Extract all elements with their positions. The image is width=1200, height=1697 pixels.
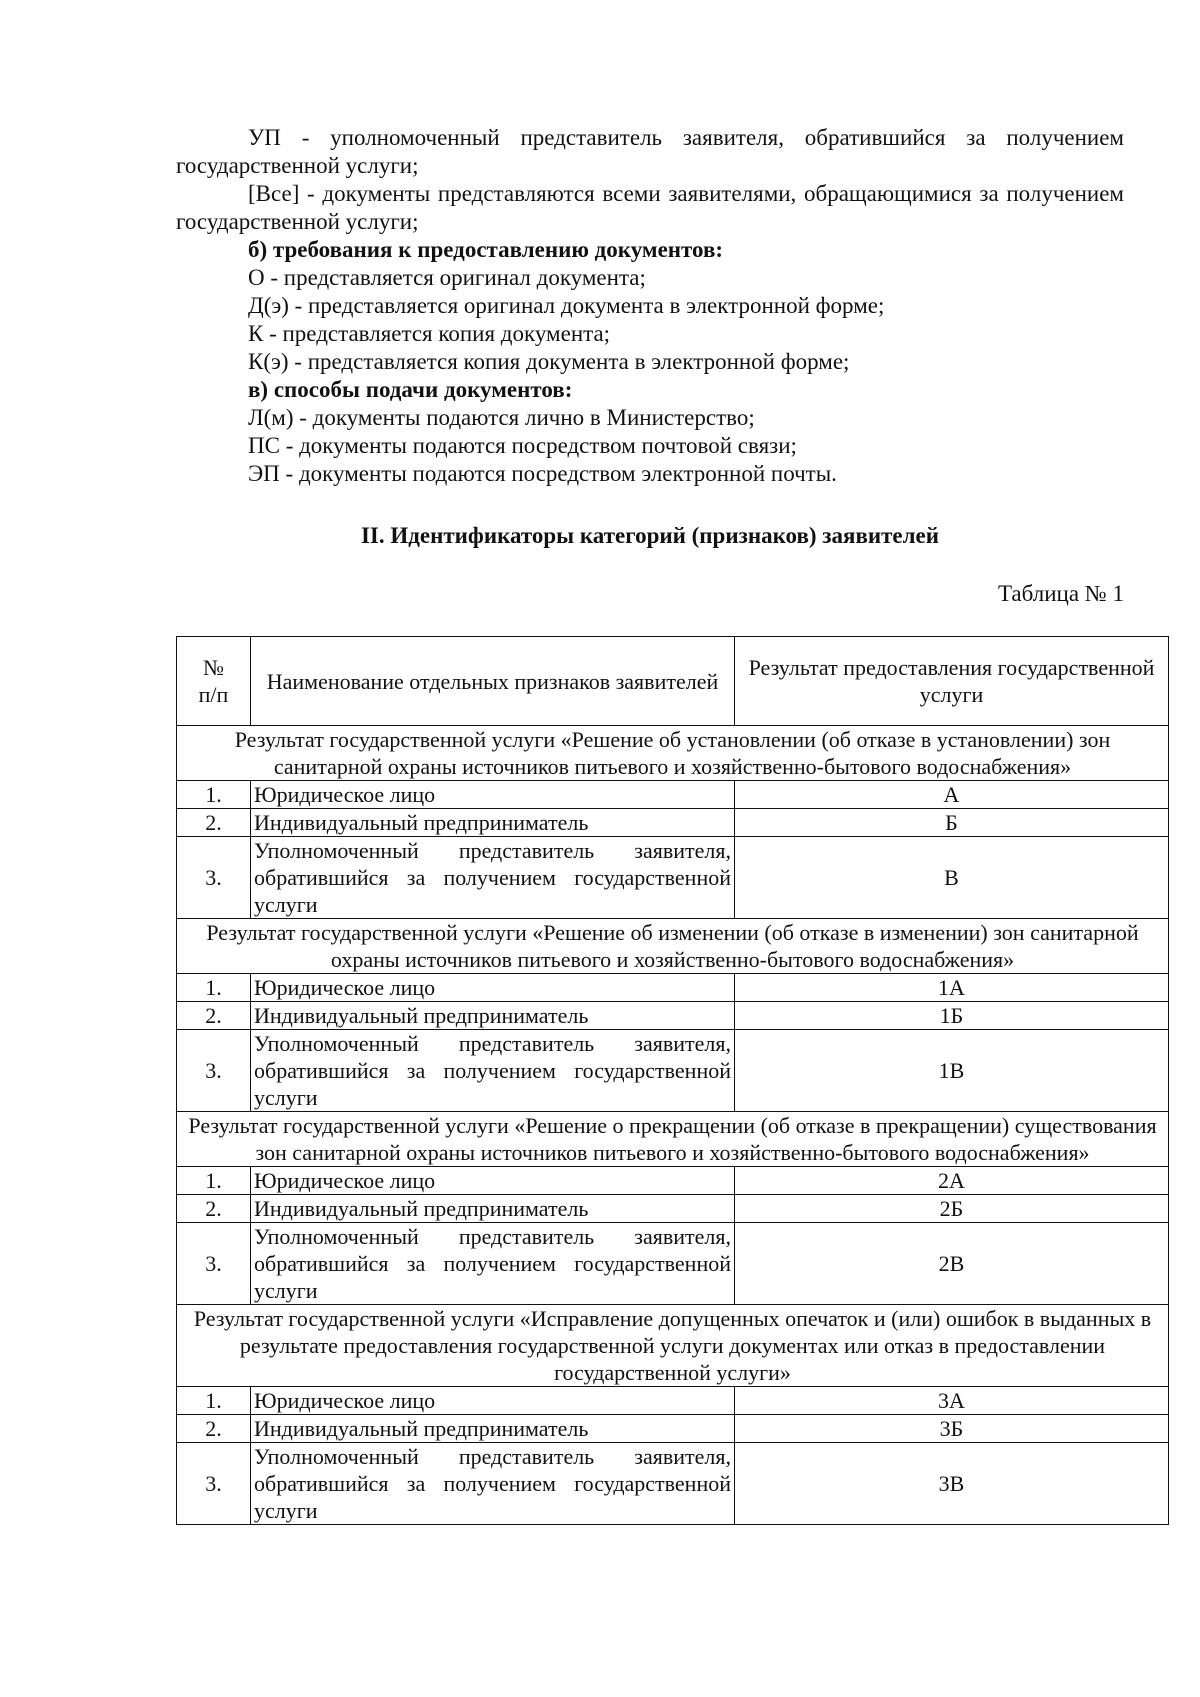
table-row [177, 1443, 1169, 1525]
table-row [177, 1167, 1169, 1195]
result-identifier: 1В [735, 1030, 1169, 1112]
applicant-attribute-name: Уполномоченный представитель заявителя, обратившийся за получением государственной услуги [251, 1443, 735, 1525]
requirement-copy: К - представляется копия документа; [248, 321, 611, 346]
applicant-categories-table [176, 636, 1169, 1525]
applicant-attribute-name: Индивидуальный предприниматель [251, 1002, 735, 1030]
requirements-heading: б) требования к предоставлению документов: [248, 237, 724, 262]
header-num-cell [177, 637, 251, 726]
row-number: 2. [177, 1415, 251, 1443]
row-number: 3. [177, 1223, 251, 1305]
group-title-row [177, 1305, 1169, 1387]
row-number: 2. [177, 1002, 251, 1030]
result-identifier: 3А [735, 1387, 1169, 1415]
table-row [177, 1002, 1169, 1030]
table-row [177, 1415, 1169, 1443]
group-title-row [177, 726, 1169, 781]
applicant-attribute-name: Юридическое лицо [251, 1167, 735, 1195]
applicant-attribute-name: Юридическое лицо [251, 974, 735, 1002]
result-identifier: 2В [735, 1223, 1169, 1305]
applicant-attribute-name: Уполномоченный представитель заявителя, обратившийся за получением государственной услуги [251, 1223, 735, 1305]
table-row [177, 809, 1169, 837]
result-identifier: 2А [735, 1167, 1169, 1195]
row-number: 3. [177, 1443, 251, 1525]
requirement-original-electronic: Д(э) - представляется оригинал документа в электронной форме; [248, 293, 885, 318]
group-title: Результат государственной услуги «Решение о прекращении (об отказе в прекращении) существования зон санитарной охраны источников питьевого и хозяйственно-бытового водоснабжения» [177, 1112, 1169, 1167]
intro-block [176, 124, 1124, 488]
submission-methods-heading: в) способы подачи документов: [248, 377, 573, 402]
submission-postal: ПС - документы подаются посредством почтовой связи; [248, 433, 797, 458]
header-name-cell [251, 637, 735, 726]
applicant-attribute-name: Индивидуальный предприниматель [251, 1415, 735, 1443]
header-num-label: № п/п [198, 655, 229, 707]
row-number: 2. [177, 1195, 251, 1223]
result-identifier: 3Б [735, 1415, 1169, 1443]
result-identifier: А [735, 781, 1169, 809]
submission-in-person: Л(м) - документы подаются лично в Министерство; [248, 405, 755, 430]
applicant-attribute-name: Уполномоченный представитель заявителя, обратившийся за получением государственной услуги [251, 1030, 735, 1112]
applicant-attribute-name: Юридическое лицо [251, 781, 735, 809]
applicant-attribute-name: Индивидуальный предприниматель [251, 1195, 735, 1223]
table-row [177, 1387, 1169, 1415]
result-identifier: 2Б [735, 1195, 1169, 1223]
result-identifier: В [735, 837, 1169, 919]
result-identifier: 1Б [735, 1002, 1169, 1030]
group-title: Результат государственной услуги «Решение об изменении (об отказе в изменении) зон санитарной охраны источников питьевого и хозяйственно-бытового водоснабжения» [177, 919, 1169, 974]
legend-all-paragraph: [Все] - документы представляются всеми заявителями, обращающимися за получением государственной услуги; [176, 181, 1124, 234]
table-row [177, 1223, 1169, 1305]
table-row [177, 837, 1169, 919]
applicant-attribute-name: Уполномоченный представитель заявителя, обратившийся за получением государственной услуги [251, 837, 735, 919]
result-identifier: 1А [735, 974, 1169, 1002]
result-identifier: 3В [735, 1443, 1169, 1525]
row-number: 1. [177, 1387, 251, 1415]
table-header-row [177, 637, 1169, 726]
submission-email: ЭП - документы подаются посредством электронной почты. [248, 461, 837, 486]
result-identifier: Б [735, 809, 1169, 837]
header-result-cell [735, 637, 1169, 726]
legend-up-paragraph: УП - уполномоченный представитель заявителя, обратившийся за получением государственной услуги; [176, 125, 1124, 178]
table-row [177, 1195, 1169, 1223]
row-number: 1. [177, 781, 251, 809]
group-title-row [177, 919, 1169, 974]
row-number: 3. [177, 837, 251, 919]
group-title-row [177, 1112, 1169, 1167]
row-number: 1. [177, 974, 251, 1002]
table-caption: Таблица № 1 [997, 581, 1124, 606]
table-row [177, 781, 1169, 809]
requirement-original: О - представляется оригинал документа; [248, 265, 646, 290]
table-row [177, 974, 1169, 1002]
row-number: 3. [177, 1030, 251, 1112]
requirement-copy-electronic: К(э) - представляется копия документа в электронной форме; [248, 349, 850, 374]
applicant-attribute-name: Индивидуальный предприниматель [251, 809, 735, 837]
group-title: Результат государственной услуги «Решение об установлении (об отказе в установлении) зон санитарной охраны источников питьевого и хозяйственно-бытового водоснабжения» [177, 726, 1169, 781]
group-title: Результат государственной услуги «Исправление допущенных опечаток и (или) ошибок в выданных в результате предоставления государственной услуги документах или отказ в предоставлении государственной услуги» [177, 1305, 1169, 1387]
section-title: II. Идентификаторы категорий (признаков) заявителей [360, 523, 940, 548]
row-number: 1. [177, 1167, 251, 1195]
header-result-label: Результат предоставления государственной услуги [748, 655, 1155, 707]
header-name-label: Наименование отдельных признаков заявителей [266, 668, 719, 694]
table-row [177, 1030, 1169, 1112]
row-number: 2. [177, 809, 251, 837]
applicant-attribute-name: Юридическое лицо [251, 1387, 735, 1415]
